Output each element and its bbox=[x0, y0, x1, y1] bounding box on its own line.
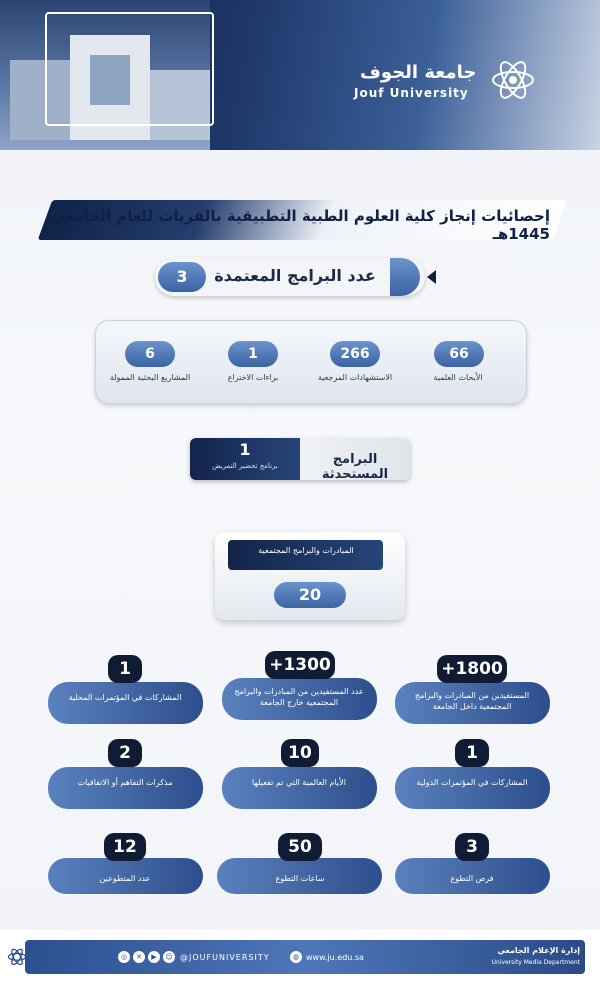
stat-external-beneficiaries-label: عدد المستفيدين من المبادرات والبرامج المجتمعية خارج الجامعة bbox=[234, 687, 364, 707]
stat-international-conferences-value: 1 bbox=[455, 739, 489, 767]
accredited-programs-label: عدد البرامج المعتمدة bbox=[214, 266, 376, 285]
stat-funded-projects-value: 6 bbox=[125, 341, 175, 367]
stat-research-papers-value: 66 bbox=[434, 341, 484, 367]
stat-card-world-days bbox=[222, 767, 377, 809]
stat-funded-projects-label: المشاريع البحثية الممولة bbox=[109, 373, 191, 382]
footer-dept-english: University Media Department bbox=[491, 959, 580, 966]
logo-text-english: Jouf University bbox=[354, 86, 469, 100]
arrow-left-icon bbox=[427, 270, 436, 284]
footer-social-handle: @JOUFUNIVERSITY bbox=[180, 953, 270, 962]
stat-internal-beneficiaries-label: المستفيدين من المبادرات والبرامج المجتمعية داخل الجامعة bbox=[414, 691, 530, 711]
initiatives-value: 20 bbox=[274, 582, 346, 608]
globe-icon: ◍ bbox=[290, 951, 302, 963]
youtube-icon[interactable]: ▶ bbox=[148, 951, 160, 963]
initiatives-label: المبادرات والبرامج المجتمعية bbox=[258, 546, 354, 555]
stat-volunteer-hours-label: ساعات التطوع bbox=[275, 874, 325, 883]
stat-research-papers-label: الأبحاث العلمية bbox=[433, 373, 483, 382]
stat-volunteer-opportunities-label: فرص التطوع bbox=[450, 874, 494, 883]
page-title: إحصائيات إنجاز كلية العلوم الطبية التطبيقية بالقريات للعام الجامعي 1445هـ bbox=[50, 207, 550, 243]
stat-citations-label: الاستشهادات المرجعية bbox=[317, 373, 393, 382]
stat-local-conferences-value: 1 bbox=[108, 655, 142, 683]
instagram-icon[interactable]: ◎ bbox=[118, 951, 130, 963]
footer-logo-icon bbox=[6, 944, 28, 968]
stat-mous-value: 2 bbox=[108, 739, 142, 767]
snapchat-icon[interactable]: ☺ bbox=[163, 951, 175, 963]
stat-volunteers-label: عدد المتطوعين bbox=[99, 874, 151, 883]
stat-citations-value: 266 bbox=[330, 341, 380, 367]
new-programs-value: 1 bbox=[239, 440, 251, 459]
stat-card-mous bbox=[48, 767, 203, 809]
footer-website-link[interactable]: www.ju.edu.sa bbox=[306, 953, 364, 962]
stat-external-beneficiaries-value: +1300 bbox=[265, 651, 335, 679]
stat-patents-label: براءات الاختراع bbox=[227, 373, 279, 382]
stat-volunteers-value: 12 bbox=[104, 833, 146, 861]
logo-text-arabic: جامعة الجوف bbox=[360, 62, 477, 83]
stat-mous-label: مذكرات التفاهم أو الاتفاقيات bbox=[77, 778, 173, 787]
new-programs-sub: برنامج تحضير التمريض bbox=[212, 462, 278, 470]
photo-frame bbox=[45, 12, 214, 126]
accredited-programs-value: 3 bbox=[158, 262, 206, 292]
stat-patents-value: 1 bbox=[228, 341, 278, 367]
stat-international-conferences-label: المشاركات في المؤتمرات الدولية bbox=[416, 778, 528, 787]
new-programs-label: البرامج المستحدثة bbox=[321, 452, 389, 482]
stat-card-local-conferences bbox=[48, 682, 203, 724]
footer-dept-arabic: إدارة الإعلام الجامعي bbox=[497, 946, 580, 955]
stat-volunteer-hours-value: 50 bbox=[278, 833, 322, 861]
twitter-icon[interactable]: ✕ bbox=[133, 951, 145, 963]
stat-local-conferences-label: المشاركات في المؤتمرات المحلية bbox=[68, 693, 182, 702]
stat-volunteer-opportunities-value: 3 bbox=[455, 833, 489, 861]
university-logo-icon bbox=[488, 50, 538, 106]
stat-world-days-label: الأيام العالمية التي تم تفعيلها bbox=[252, 778, 346, 787]
stat-world-days-value: 10 bbox=[281, 739, 319, 767]
stat-internal-beneficiaries-value: +1800 bbox=[437, 655, 507, 683]
stat-card-international-conferences bbox=[395, 767, 550, 809]
